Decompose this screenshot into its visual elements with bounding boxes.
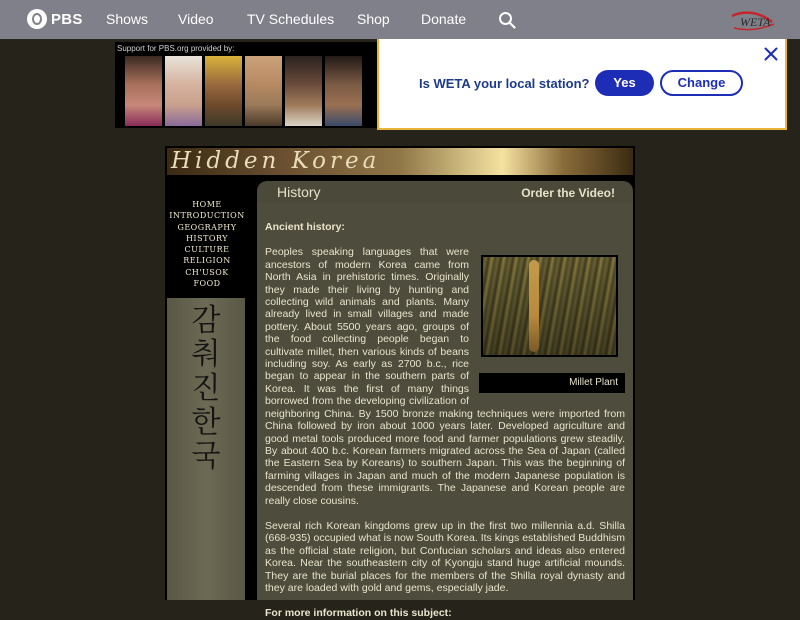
sponsor-photo [165, 56, 202, 126]
nav-donate[interactable]: Donate [421, 11, 467, 27]
change-station-button[interactable]: Change [660, 70, 743, 96]
nav-item-home[interactable]: HOME [192, 200, 222, 209]
nav-item-history[interactable]: HISTORY [185, 233, 229, 243]
nav-tv-schedules[interactable]: TV Schedules [247, 11, 335, 27]
banner-title: Hidden Korea [171, 148, 381, 174]
vertical-hangul-calligraphy [189, 304, 223, 474]
sponsor-photo [325, 56, 362, 126]
nav-item-food[interactable]: FOOD [193, 279, 221, 289]
order-video-link[interactable]: Order the Video! [521, 186, 615, 200]
millet-spike [529, 260, 539, 352]
weta-station-logo[interactable] [730, 10, 776, 32]
station-question: Is WETA your local station? [419, 76, 590, 91]
search-icon[interactable] [498, 11, 516, 29]
pbs-logo-text: PBS [51, 10, 83, 28]
close-icon[interactable] [764, 47, 778, 61]
calligraphy-scroll [167, 298, 245, 600]
content-header [257, 181, 633, 203]
sponsor-banner[interactable] [115, 42, 379, 128]
hangul-char: 진 [191, 371, 221, 406]
yes-button[interactable]: Yes [595, 70, 654, 96]
sponsor-label: Support for PBS.org provided by: [117, 44, 235, 53]
hidden-korea-banner[interactable] [167, 148, 633, 175]
figure-caption: Millet Plant [479, 373, 625, 393]
nav-shows[interactable]: Shows [106, 11, 149, 27]
article-paragraph: Peoples speaking languages that were ancestors of modern Korea came from North Asia in prehistoric times. Originally they made their living by hunting and collecting wild animals and plants. Many already lived in small villages and made pottery. About 5500 years ago, groups of the food collecting people began to cultivate millet, then various kinds of beans including soy. As early as 2700 b.c., rice began to appear in the southern parts of Korea. It was the first of many things borrowed from the developing civilization of neighboring China. By 1500 bronze making techniques were imported from China followed by iron about 1000 years later. Developed agriculture and good metal tools produced more food and farmer populations grew steadily. By about 400 b.c. Korean farmers migrated across the Sea of Japan (called the Eastern Sea by Koreans) to southern Japan. This was the beginning of farming villages in Japan and much of the modern Japanese population is descended from these immigrants. The Japanese and Korean people are really close cousins. [265, 246, 625, 507]
hangul-char: 한 [191, 405, 221, 440]
sponsor-photo [205, 56, 242, 126]
hangul-char: 춰 [191, 337, 221, 372]
nav-item-introduction[interactable]: INTRODUCTION [169, 211, 245, 221]
pbs-top-nav [0, 0, 800, 39]
nav-item-religion[interactable]: RELIGION [183, 256, 231, 266]
pbs-logo[interactable] [27, 9, 83, 29]
pbs-head-icon [27, 9, 47, 29]
sponsor-photo [285, 56, 322, 126]
hangul-char: 감 [191, 303, 221, 338]
article-content [257, 203, 633, 620]
sponsor-photo [245, 56, 282, 126]
section-title: History [277, 184, 321, 200]
hidden-korea-frame [165, 146, 635, 620]
nav-item-chusok[interactable]: CH'USOK [185, 267, 229, 277]
hangul-char: 국 [191, 439, 221, 474]
nav-video[interactable]: Video [178, 11, 214, 27]
site-menu [167, 199, 247, 289]
millet-plant-photo [481, 255, 618, 357]
nav-item-geography[interactable]: GEOGRAPHY [177, 222, 237, 232]
nav-item-culture[interactable]: CULTURE [184, 245, 230, 255]
sponsor-photo [125, 56, 162, 126]
nav-shop[interactable]: Shop [357, 11, 390, 27]
article-paragraph: Several rich Korean kingdoms grew up in the first two millennia a.d. Shilla (668-935) occupied what is now South Korea. Its kings established Buddhism as the official state religion, but Confucian scholars and ideas also entered Korea. Near the southeastern city of Kyongju stand huge artificial mounds. They are the burial places for the members of the Shilla royal dynasty and they are loaded with gold and gems, especially jade. [265, 519, 625, 594]
local-station-popup [377, 39, 787, 130]
weta-logo-text: WETA [740, 15, 771, 29]
more-info-heading: For more information on this subject: [265, 607, 452, 620]
millet-figure [479, 255, 625, 393]
article-subheading: Ancient history: [265, 221, 345, 233]
